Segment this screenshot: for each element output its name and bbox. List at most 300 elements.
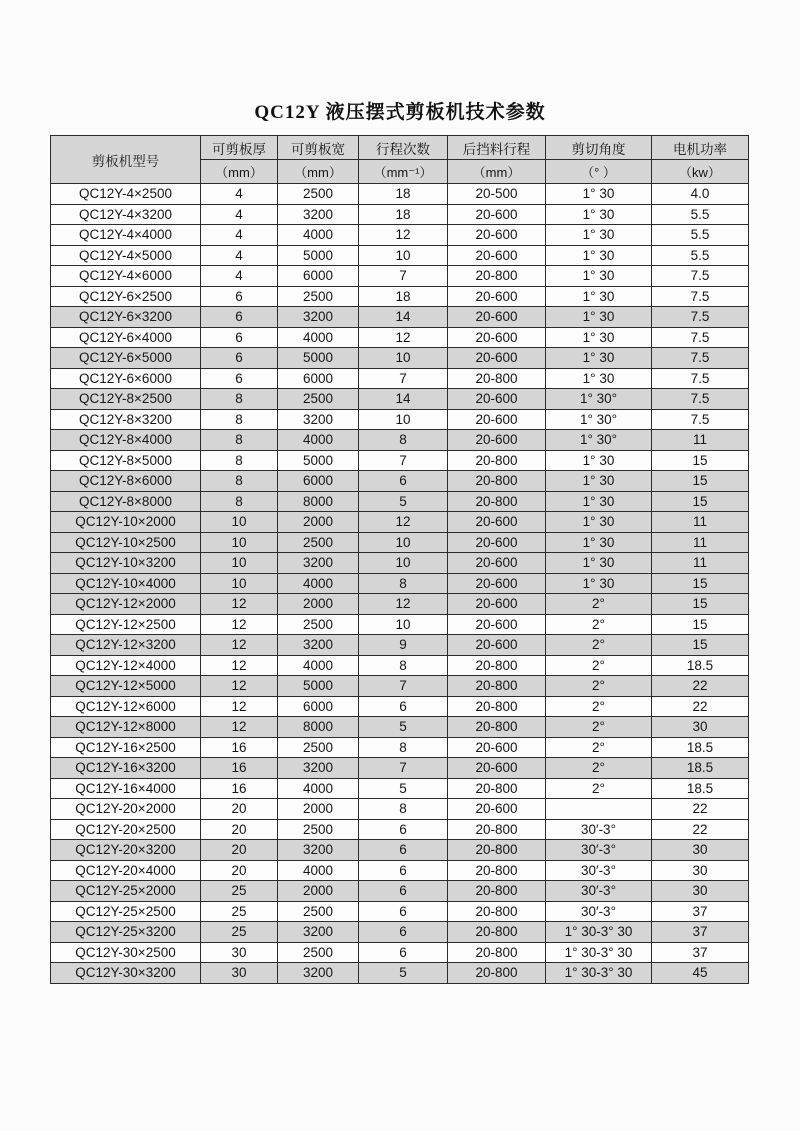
strokes-cell: 6	[359, 881, 448, 902]
power-cell: 11	[652, 532, 749, 553]
power-cell: 30	[652, 881, 749, 902]
backgauge-cell: 20-800	[448, 450, 546, 471]
width-cell: 3200	[278, 758, 359, 779]
power-cell: 7.5	[652, 286, 749, 307]
power-cell: 15	[652, 635, 749, 656]
table-row	[51, 840, 749, 861]
table-row	[51, 430, 749, 451]
angle-cell: 1° 30	[546, 450, 652, 471]
thickness-cell: 12	[201, 717, 278, 738]
power-cell: 11	[652, 553, 749, 574]
power-cell: 22	[652, 696, 749, 717]
strokes-cell: 10	[359, 348, 448, 369]
table-row	[51, 553, 749, 574]
angle-cell: 1° 30	[546, 573, 652, 594]
angle-cell: 1° 30°	[546, 409, 652, 430]
backgauge-cell: 20-800	[448, 819, 546, 840]
angle-cell: 2°	[546, 717, 652, 738]
width-cell: 2500	[278, 614, 359, 635]
model-cell: QC12Y-12×4000	[51, 655, 201, 676]
power-cell: 15	[652, 471, 749, 492]
width-cell: 5000	[278, 676, 359, 697]
angle-cell: 1° 30	[546, 204, 652, 225]
table-row	[51, 676, 749, 697]
angle-cell: 1° 30-3° 30	[546, 922, 652, 943]
power-cell: 22	[652, 799, 749, 820]
table-row	[51, 737, 749, 758]
header-thickness-unit: （mm）	[201, 160, 278, 184]
table-row	[51, 635, 749, 656]
backgauge-cell: 20-600	[448, 532, 546, 553]
power-cell: 7.5	[652, 348, 749, 369]
model-cell: QC12Y-25×2000	[51, 881, 201, 902]
power-cell: 7.5	[652, 368, 749, 389]
width-cell: 2500	[278, 942, 359, 963]
table-row	[51, 758, 749, 779]
angle-cell: 1° 30	[546, 553, 652, 574]
strokes-cell: 8	[359, 573, 448, 594]
model-cell: QC12Y-12×2500	[51, 614, 201, 635]
width-cell: 2500	[278, 737, 359, 758]
angle-cell: 1° 30	[546, 266, 652, 287]
table-row	[51, 594, 749, 615]
strokes-cell: 6	[359, 942, 448, 963]
backgauge-cell: 20-600	[448, 573, 546, 594]
power-cell: 4.0	[652, 184, 749, 205]
backgauge-cell: 20-600	[448, 389, 546, 410]
model-cell: QC12Y-6×5000	[51, 348, 201, 369]
strokes-cell: 6	[359, 819, 448, 840]
angle-cell: 1° 30	[546, 184, 652, 205]
width-cell: 6000	[278, 471, 359, 492]
model-cell: QC12Y-16×2500	[51, 737, 201, 758]
width-cell: 3200	[278, 840, 359, 861]
model-cell: QC12Y-10×2000	[51, 512, 201, 533]
power-cell: 45	[652, 963, 749, 984]
thickness-cell: 4	[201, 266, 278, 287]
header-width: 可剪板宽	[278, 136, 359, 160]
width-cell: 3200	[278, 963, 359, 984]
model-cell: QC12Y-8×4000	[51, 430, 201, 451]
model-cell: QC12Y-25×3200	[51, 922, 201, 943]
angle-cell: 30′-3°	[546, 901, 652, 922]
spec-table	[50, 135, 749, 984]
header-backgauge: 后挡料行程	[448, 136, 546, 160]
strokes-cell: 6	[359, 840, 448, 861]
width-cell: 4000	[278, 430, 359, 451]
width-cell: 3200	[278, 635, 359, 656]
thickness-cell: 6	[201, 286, 278, 307]
strokes-cell: 18	[359, 204, 448, 225]
angle-cell	[546, 799, 652, 820]
strokes-cell: 14	[359, 307, 448, 328]
backgauge-cell: 20-800	[448, 655, 546, 676]
strokes-cell: 5	[359, 491, 448, 512]
model-cell: QC12Y-10×3200	[51, 553, 201, 574]
strokes-cell: 6	[359, 696, 448, 717]
model-cell: QC12Y-12×6000	[51, 696, 201, 717]
backgauge-cell: 20-600	[448, 430, 546, 451]
strokes-cell: 7	[359, 368, 448, 389]
thickness-cell: 25	[201, 922, 278, 943]
table-row	[51, 204, 749, 225]
table-row	[51, 491, 749, 512]
power-cell: 15	[652, 594, 749, 615]
power-cell: 30	[652, 840, 749, 861]
strokes-cell: 8	[359, 655, 448, 676]
strokes-cell: 10	[359, 409, 448, 430]
width-cell: 2000	[278, 881, 359, 902]
width-cell: 2500	[278, 184, 359, 205]
header-angle-unit: （° ）	[546, 160, 652, 184]
thickness-cell: 25	[201, 881, 278, 902]
table-row	[51, 409, 749, 430]
thickness-cell: 8	[201, 471, 278, 492]
backgauge-cell: 20-600	[448, 614, 546, 635]
thickness-cell: 12	[201, 676, 278, 697]
angle-cell: 1° 30	[546, 225, 652, 246]
power-cell: 18.5	[652, 778, 749, 799]
width-cell: 3200	[278, 922, 359, 943]
table-row	[51, 655, 749, 676]
width-cell: 5000	[278, 348, 359, 369]
backgauge-cell: 20-800	[448, 696, 546, 717]
backgauge-cell: 20-600	[448, 286, 546, 307]
thickness-cell: 8	[201, 450, 278, 471]
power-cell: 30	[652, 860, 749, 881]
width-cell: 3200	[278, 409, 359, 430]
table-row	[51, 286, 749, 307]
strokes-cell: 12	[359, 594, 448, 615]
strokes-cell: 12	[359, 225, 448, 246]
backgauge-cell: 20-600	[448, 594, 546, 615]
model-cell: QC12Y-4×5000	[51, 245, 201, 266]
thickness-cell: 8	[201, 389, 278, 410]
backgauge-cell: 20-800	[448, 901, 546, 922]
angle-cell: 1° 30	[546, 532, 652, 553]
power-cell: 5.5	[652, 225, 749, 246]
width-cell: 4000	[278, 860, 359, 881]
backgauge-cell: 20-600	[448, 348, 546, 369]
model-cell: QC12Y-20×2000	[51, 799, 201, 820]
power-cell: 15	[652, 573, 749, 594]
model-cell: QC12Y-8×5000	[51, 450, 201, 471]
backgauge-cell: 20-600	[448, 512, 546, 533]
table-row	[51, 245, 749, 266]
backgauge-cell: 20-800	[448, 778, 546, 799]
thickness-cell: 8	[201, 491, 278, 512]
table-row	[51, 348, 749, 369]
model-cell: QC12Y-12×2000	[51, 594, 201, 615]
model-cell: QC12Y-6×3200	[51, 307, 201, 328]
thickness-cell: 16	[201, 737, 278, 758]
backgauge-cell: 20-600	[448, 737, 546, 758]
angle-cell: 1° 30-3° 30	[546, 942, 652, 963]
thickness-cell: 20	[201, 840, 278, 861]
width-cell: 4000	[278, 573, 359, 594]
table-row	[51, 450, 749, 471]
thickness-cell: 12	[201, 696, 278, 717]
thickness-cell: 16	[201, 778, 278, 799]
backgauge-cell: 20-800	[448, 676, 546, 697]
backgauge-cell: 20-800	[448, 881, 546, 902]
thickness-cell: 20	[201, 860, 278, 881]
power-cell: 18.5	[652, 655, 749, 676]
table-row	[51, 573, 749, 594]
thickness-cell: 12	[201, 594, 278, 615]
thickness-cell: 12	[201, 614, 278, 635]
power-cell: 11	[652, 430, 749, 451]
strokes-cell: 8	[359, 737, 448, 758]
width-cell: 4000	[278, 655, 359, 676]
backgauge-cell: 20-800	[448, 491, 546, 512]
power-cell: 5.5	[652, 204, 749, 225]
model-cell: QC12Y-25×2500	[51, 901, 201, 922]
angle-cell: 2°	[546, 676, 652, 697]
thickness-cell: 10	[201, 573, 278, 594]
strokes-cell: 8	[359, 430, 448, 451]
angle-cell: 1° 30°	[546, 430, 652, 451]
table-row	[51, 696, 749, 717]
strokes-cell: 7	[359, 266, 448, 287]
power-cell: 7.5	[652, 307, 749, 328]
header-thickness: 可剪板厚	[201, 136, 278, 160]
thickness-cell: 30	[201, 963, 278, 984]
strokes-cell: 14	[359, 389, 448, 410]
angle-cell: 30′-3°	[546, 840, 652, 861]
width-cell: 2000	[278, 512, 359, 533]
angle-cell: 30′-3°	[546, 881, 652, 902]
backgauge-cell: 20-800	[448, 922, 546, 943]
width-cell: 2500	[278, 901, 359, 922]
table-row	[51, 266, 749, 287]
power-cell: 18.5	[652, 737, 749, 758]
model-cell: QC12Y-16×4000	[51, 778, 201, 799]
table-row	[51, 963, 749, 984]
backgauge-cell: 20-800	[448, 266, 546, 287]
table-row	[51, 860, 749, 881]
angle-cell: 2°	[546, 737, 652, 758]
header-power: 电机功率	[652, 136, 749, 160]
angle-cell: 2°	[546, 614, 652, 635]
angle-cell: 30′-3°	[546, 860, 652, 881]
header-power-unit: （kw）	[652, 160, 749, 184]
backgauge-cell: 20-600	[448, 409, 546, 430]
model-cell: QC12Y-4×2500	[51, 184, 201, 205]
model-cell: QC12Y-12×8000	[51, 717, 201, 738]
power-cell: 22	[652, 819, 749, 840]
thickness-cell: 6	[201, 307, 278, 328]
table-row	[51, 512, 749, 533]
thickness-cell: 25	[201, 901, 278, 922]
model-cell: QC12Y-6×6000	[51, 368, 201, 389]
angle-cell: 2°	[546, 594, 652, 615]
strokes-cell: 10	[359, 614, 448, 635]
backgauge-cell: 20-800	[448, 963, 546, 984]
width-cell: 5000	[278, 450, 359, 471]
power-cell: 7.5	[652, 266, 749, 287]
thickness-cell: 12	[201, 635, 278, 656]
power-cell: 15	[652, 491, 749, 512]
header-width-unit: （mm）	[278, 160, 359, 184]
angle-cell: 1° 30°	[546, 389, 652, 410]
thickness-cell: 20	[201, 799, 278, 820]
strokes-cell: 12	[359, 327, 448, 348]
width-cell: 6000	[278, 368, 359, 389]
table-row	[51, 778, 749, 799]
thickness-cell: 12	[201, 655, 278, 676]
power-cell: 22	[652, 676, 749, 697]
thickness-cell: 4	[201, 204, 278, 225]
thickness-cell: 8	[201, 430, 278, 451]
strokes-cell: 5	[359, 717, 448, 738]
thickness-cell: 4	[201, 184, 278, 205]
strokes-cell: 10	[359, 245, 448, 266]
model-cell: QC12Y-16×3200	[51, 758, 201, 779]
table-row	[51, 717, 749, 738]
table-row	[51, 368, 749, 389]
width-cell: 8000	[278, 491, 359, 512]
width-cell: 2500	[278, 286, 359, 307]
backgauge-cell: 20-800	[448, 942, 546, 963]
width-cell: 6000	[278, 696, 359, 717]
power-cell: 37	[652, 901, 749, 922]
strokes-cell: 10	[359, 532, 448, 553]
power-cell: 5.5	[652, 245, 749, 266]
table-row	[51, 922, 749, 943]
model-cell: QC12Y-6×2500	[51, 286, 201, 307]
strokes-cell: 6	[359, 471, 448, 492]
power-cell: 30	[652, 717, 749, 738]
backgauge-cell: 20-800	[448, 717, 546, 738]
width-cell: 5000	[278, 245, 359, 266]
width-cell: 2000	[278, 799, 359, 820]
strokes-cell: 7	[359, 450, 448, 471]
table-row	[51, 184, 749, 205]
width-cell: 3200	[278, 204, 359, 225]
table-row	[51, 225, 749, 246]
power-cell: 7.5	[652, 389, 749, 410]
thickness-cell: 6	[201, 368, 278, 389]
strokes-cell: 8	[359, 799, 448, 820]
header-model: 剪板机型号	[51, 136, 201, 184]
width-cell: 4000	[278, 225, 359, 246]
model-cell: QC12Y-12×3200	[51, 635, 201, 656]
angle-cell: 1° 30	[546, 512, 652, 533]
thickness-cell: 10	[201, 512, 278, 533]
thickness-cell: 10	[201, 532, 278, 553]
angle-cell: 2°	[546, 778, 652, 799]
backgauge-cell: 20-800	[448, 860, 546, 881]
thickness-cell: 20	[201, 819, 278, 840]
backgauge-cell: 20-600	[448, 204, 546, 225]
thickness-cell: 6	[201, 327, 278, 348]
strokes-cell: 10	[359, 553, 448, 574]
strokes-cell: 12	[359, 512, 448, 533]
spec-table-body	[51, 184, 749, 984]
model-cell: QC12Y-20×3200	[51, 840, 201, 861]
table-row	[51, 881, 749, 902]
backgauge-cell: 20-600	[448, 327, 546, 348]
model-cell: QC12Y-4×6000	[51, 266, 201, 287]
width-cell: 3200	[278, 553, 359, 574]
thickness-cell: 16	[201, 758, 278, 779]
angle-cell: 1° 30	[546, 245, 652, 266]
strokes-cell: 18	[359, 286, 448, 307]
model-cell: QC12Y-12×5000	[51, 676, 201, 697]
model-cell: QC12Y-6×4000	[51, 327, 201, 348]
model-cell: QC12Y-30×2500	[51, 942, 201, 963]
backgauge-cell: 20-600	[448, 758, 546, 779]
model-cell: QC12Y-30×3200	[51, 963, 201, 984]
model-cell: QC12Y-4×4000	[51, 225, 201, 246]
strokes-cell: 6	[359, 901, 448, 922]
backgauge-cell: 20-600	[448, 635, 546, 656]
angle-cell: 1° 30	[546, 327, 652, 348]
backgauge-cell: 20-600	[448, 307, 546, 328]
model-cell: QC12Y-8×6000	[51, 471, 201, 492]
spec-table-header	[51, 136, 749, 184]
power-cell: 18.5	[652, 758, 749, 779]
angle-cell: 1° 30	[546, 348, 652, 369]
model-cell: QC12Y-8×2500	[51, 389, 201, 410]
power-cell: 11	[652, 512, 749, 533]
model-cell: QC12Y-20×2500	[51, 819, 201, 840]
width-cell: 3200	[278, 307, 359, 328]
backgauge-cell: 20-800	[448, 471, 546, 492]
thickness-cell: 4	[201, 245, 278, 266]
angle-cell: 1° 30	[546, 286, 652, 307]
header-backgauge-unit: （mm）	[448, 160, 546, 184]
strokes-cell: 7	[359, 758, 448, 779]
backgauge-cell: 20-600	[448, 553, 546, 574]
width-cell: 2000	[278, 594, 359, 615]
strokes-cell: 6	[359, 860, 448, 881]
table-row	[51, 614, 749, 635]
angle-cell: 2°	[546, 758, 652, 779]
strokes-cell: 9	[359, 635, 448, 656]
angle-cell: 2°	[546, 696, 652, 717]
width-cell: 2500	[278, 819, 359, 840]
thickness-cell: 6	[201, 348, 278, 369]
table-row	[51, 471, 749, 492]
header-strokes: 行程次数	[359, 136, 448, 160]
table-row	[51, 307, 749, 328]
model-cell: QC12Y-20×4000	[51, 860, 201, 881]
model-cell: QC12Y-4×3200	[51, 204, 201, 225]
strokes-cell: 6	[359, 922, 448, 943]
thickness-cell: 8	[201, 409, 278, 430]
page-title: QC12Y 液压摆式剪板机技术参数	[254, 102, 546, 123]
table-row	[51, 942, 749, 963]
width-cell: 6000	[278, 266, 359, 287]
power-cell: 15	[652, 450, 749, 471]
backgauge-cell: 20-500	[448, 184, 546, 205]
header-angle: 剪切角度	[546, 136, 652, 160]
power-cell: 7.5	[652, 409, 749, 430]
power-cell: 37	[652, 922, 749, 943]
angle-cell: 1° 30	[546, 471, 652, 492]
angle-cell: 1° 30	[546, 368, 652, 389]
table-row	[51, 327, 749, 348]
model-cell: QC12Y-8×3200	[51, 409, 201, 430]
width-cell: 2500	[278, 532, 359, 553]
table-row	[51, 799, 749, 820]
power-cell: 37	[652, 942, 749, 963]
power-cell: 15	[652, 614, 749, 635]
power-cell: 7.5	[652, 327, 749, 348]
width-cell: 8000	[278, 717, 359, 738]
